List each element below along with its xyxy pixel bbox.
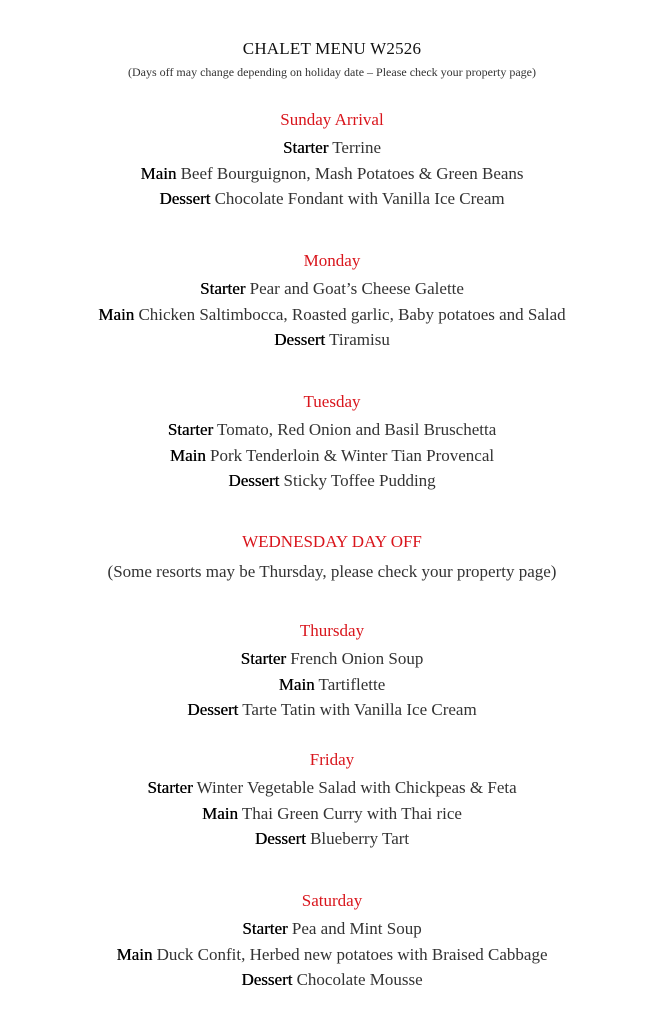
day-heading: Saturday (301, 891, 363, 910)
starter-dish: Pear and Goat’s Cheese Galette (249, 279, 464, 298)
dessert-line (0, 697, 664, 723)
dessert-line (0, 826, 664, 852)
main-label: Main (169, 445, 206, 465)
main-line (0, 443, 664, 469)
main-line (0, 801, 664, 827)
starter-line (0, 775, 664, 801)
main-label: Main (278, 674, 315, 694)
dessert-dish: Chocolate Fondant with Vanilla Ice Cream (214, 189, 505, 209)
dessert-line (0, 967, 664, 993)
main-label: Main (202, 803, 238, 823)
starter-dish: Winter Vegetable Salad with Chickpeas & Feta (196, 778, 517, 797)
main-line (0, 672, 664, 698)
dessert-label: Dessert (274, 330, 326, 350)
main-label: Main (116, 944, 153, 964)
starter-dish: Tomato, Red Onion and Basil Bruschetta (217, 420, 497, 439)
dessert-label: Dessert (254, 829, 306, 849)
starter-label: Starter (167, 420, 214, 439)
main-dish: Chicken Saltimbocca, Roasted garlic, Baby potatoes and Salad (138, 304, 566, 324)
starter-dish: French Onion Soup (290, 649, 424, 668)
day-heading: Sunday Arrival (280, 110, 384, 129)
main-dish: Thai Green Curry with Thai rice (241, 803, 462, 823)
day-section-sunday (0, 109, 664, 212)
starter-label: Starter (242, 919, 288, 938)
starter-line (0, 417, 664, 443)
starter-line (0, 135, 664, 161)
starter-line (0, 276, 664, 302)
day-section-thursday (0, 620, 664, 723)
day-section-wednesday (0, 531, 664, 585)
starter-dish: Pea and Mint Soup (291, 919, 422, 938)
starter-dish: Terrine (332, 138, 382, 157)
main-line (0, 942, 664, 968)
main-line (0, 161, 664, 187)
dessert-label: Dessert (187, 700, 239, 720)
dessert-dish: Tiramisu (329, 330, 390, 350)
main-dish: Beef Bourguignon, Mash Potatoes & Green Beans (180, 163, 524, 183)
dessert-line (0, 468, 664, 494)
starter-label: Starter (240, 649, 286, 668)
dessert-line (0, 186, 664, 212)
starter-label: Starter (147, 778, 193, 797)
day-section-friday (0, 749, 664, 852)
day-heading: Thursday (299, 621, 365, 640)
main-label: Main (140, 163, 177, 183)
dessert-dish: Tarte Tatin with Vanilla Ice Cream (242, 700, 477, 720)
main-label: Main (98, 304, 135, 324)
menu-subtitle: (Days off may change depending on holiday date – Please check your property page) (128, 65, 536, 79)
day-section-tuesday (0, 391, 664, 494)
starter-line (0, 646, 664, 672)
main-line (0, 302, 664, 328)
dessert-dish: Sticky Toffee Pudding (283, 471, 436, 491)
menu-title: CHALET MENU W2526 (242, 39, 422, 58)
day-off-note: (Some resorts may be Thursday, please check your property page) (107, 562, 557, 581)
starter-label: Starter (282, 138, 329, 157)
day-heading: Friday (309, 750, 355, 769)
main-dish: Duck Confit, Herbed new potatoes with Braised Cabbage (156, 944, 548, 964)
starter-line (0, 916, 664, 942)
main-dish: Tartiflette (318, 674, 386, 694)
starter-label: Starter (200, 279, 246, 298)
dessert-label: Dessert (159, 189, 211, 209)
dessert-label: Dessert (241, 970, 293, 990)
dessert-dish: Chocolate Mousse (296, 970, 423, 990)
day-heading: Tuesday (303, 392, 361, 411)
dessert-label: Dessert (228, 471, 280, 491)
main-dish: Pork Tenderloin & Winter Tian Provencal (210, 445, 495, 465)
day-section-monday (0, 250, 664, 353)
day-heading: Monday (303, 251, 361, 270)
dessert-line (0, 327, 664, 353)
day-off-heading: WEDNESDAY DAY OFF (242, 532, 422, 551)
day-section-saturday (0, 890, 664, 993)
dessert-dish: Blueberry Tart (310, 829, 410, 849)
